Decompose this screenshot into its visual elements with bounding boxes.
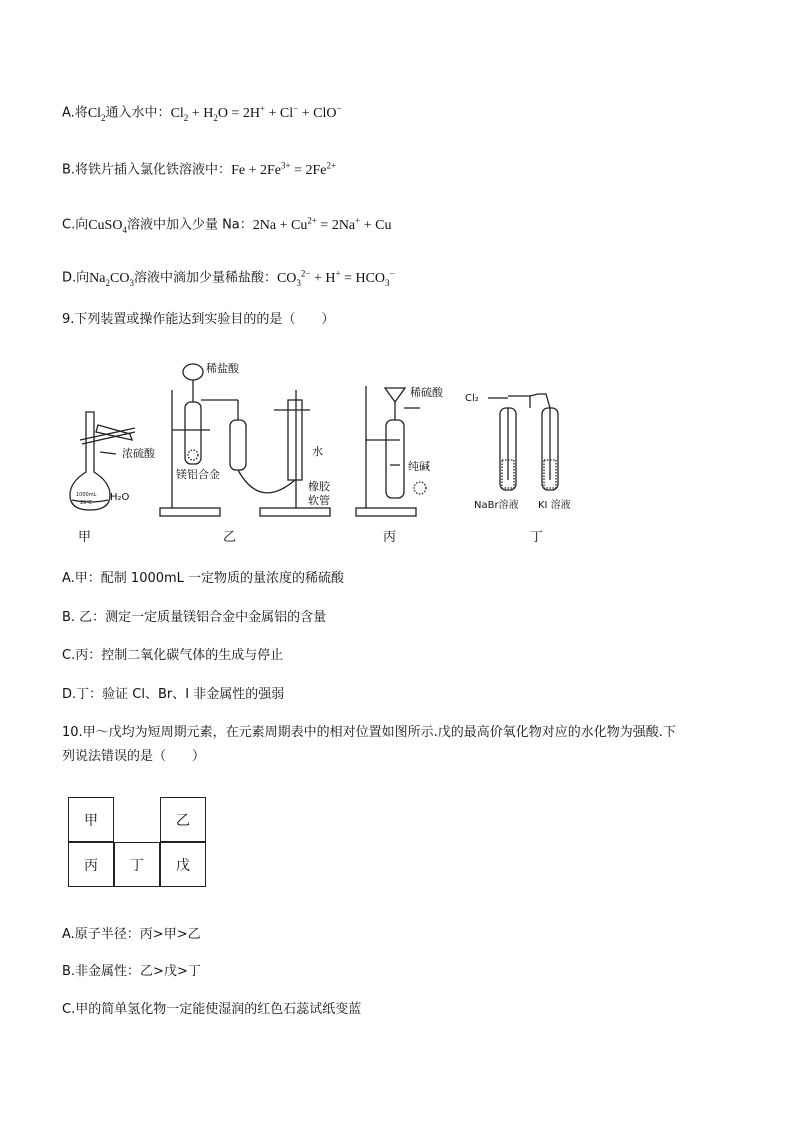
apparatus-yi (160, 364, 330, 516)
cell-bing: 丙 (68, 842, 114, 887)
option-8b: B.将铁片插入氯化铁溶液中：$Fe + 2Fe^{3+} = 2Fe^{2+}$ (62, 160, 337, 178)
question-10-stem-line2: 列说法错误的是（ ） (62, 749, 206, 764)
label-flask-mark-2: 20℃ (80, 500, 92, 506)
label-nabr-solution: NaBr溶液 (474, 500, 519, 511)
label-ding: 丁 (530, 530, 544, 545)
cell-jia: 甲 (68, 797, 114, 842)
apparatus-figure (60, 350, 600, 554)
cell-yi: 乙 (160, 797, 206, 842)
option-8a-mid: 通入水中： (105, 105, 171, 121)
option-8d-prefix: D.向 (62, 270, 90, 286)
label-dilute-hcl: 稀盐酸 (206, 362, 239, 375)
apparatus-svg (60, 350, 600, 550)
question-9-stem: 9.下列装置或操作能达到实验目的的是（ ） (62, 312, 335, 327)
label-conc-h2so4: 浓硫酸 (122, 447, 155, 460)
option-9d: D.丁：验证 Cl、Br、I 非金属性的强弱 (62, 687, 285, 702)
option-9b: B. 乙：测定一定质量镁铝合金中金属铝的含量 (62, 610, 327, 625)
label-jia: 甲 (78, 530, 92, 545)
option-8a: A.将$Cl_2$通入水中：$Cl_2 + H_2O = 2H^+ + Cl^- + ClO^-$ (62, 103, 342, 123)
option-8c-mid: 溶液中加入少量 Na： (126, 217, 253, 233)
option-10c: C.甲的简单氢化物一定能使湿润的红色石蕊试纸变蓝 (62, 1002, 362, 1017)
label-mg-al-alloy: 镁铝合金 (176, 468, 220, 481)
cell-wu: 戊 (160, 842, 206, 887)
label-cl2: Cl₂ (465, 393, 479, 404)
question-10-stem-line1: 10.甲～戊均为短周期元素，在元素周期表中的相对位置如图所示.戊的最高价氧化物对应的水化物为强酸.下 (62, 725, 676, 740)
option-8d-mid: 溶液中滴加少量稀盐酸： (133, 270, 277, 286)
option-10a: A.原子半径：丙>甲>乙 (62, 927, 201, 942)
option-8b-prefix: B.将铁片插入氯化铁溶液中： (62, 162, 232, 178)
label-dilute-h2so4: 稀硫酸 (410, 386, 443, 399)
label-yi: 乙 (223, 530, 237, 545)
label-soda-ash: 纯碱 (408, 460, 430, 473)
cell-ding: 丁 (114, 842, 160, 887)
apparatus-bing (356, 386, 426, 516)
option-9a: A.甲：配制 1000mL 一定物质的量浓度的稀硫酸 (62, 571, 345, 586)
label-ki-solution: KI 溶液 (538, 500, 571, 511)
option-8c-prefix: C.向 (62, 217, 89, 233)
periodic-table-fragment (68, 797, 206, 887)
label-bing: 丙 (383, 530, 397, 545)
label-flask-mark-1: 1000mL (76, 492, 97, 498)
option-8a-prefix: A.将 (62, 105, 88, 121)
option-8d: D.向$Na_2CO_3$溶液中滴加少量稀盐酸：$CO_3^{2-} + H^+ = HCO_3^-$ (62, 268, 395, 288)
cell-empty (114, 797, 160, 842)
option-10b: B.非金属性：乙>戊>丁 (62, 964, 201, 979)
option-8c: C.向CuSO$_4$溶液中加入少量 Na：$2Na + Cu^{2+} = 2Na^+ + Cu$ (62, 215, 392, 235)
label-water: 水 (312, 445, 323, 458)
label-rubber-tube-1: 橡胶 (308, 480, 330, 493)
apparatus-ding (488, 394, 558, 490)
label-h2o: H₂O (110, 492, 130, 503)
option-9c: C.丙：控制二氧化碳气体的生成与停止 (62, 648, 284, 663)
label-rubber-tube-2: 软管 (308, 494, 330, 507)
